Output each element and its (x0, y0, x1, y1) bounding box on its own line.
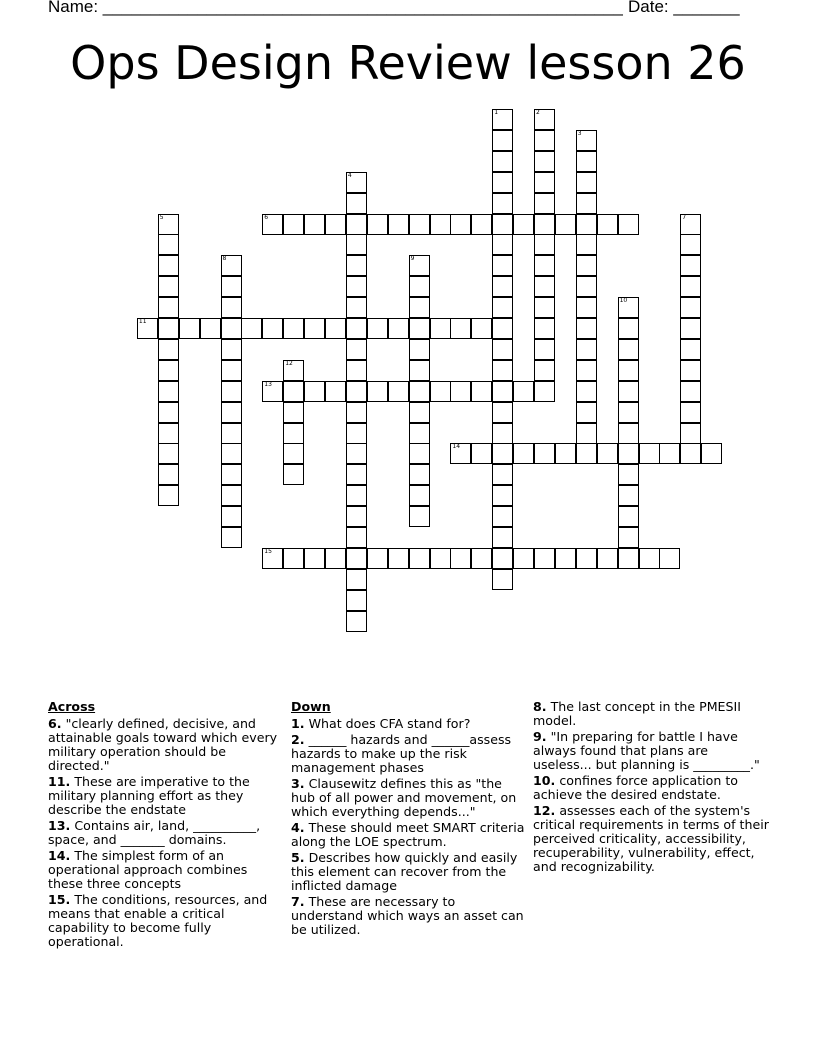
grid-cell[interactable] (492, 506, 513, 527)
grid-cell[interactable] (430, 381, 451, 402)
clue-across-13 (48, 819, 284, 847)
grid-cell[interactable] (492, 569, 513, 590)
grid-cell[interactable] (409, 255, 430, 276)
grid-cell[interactable] (576, 381, 597, 402)
grid-cell[interactable] (346, 506, 367, 527)
clue-number: 11. (48, 774, 71, 789)
grid-cell[interactable] (346, 464, 367, 485)
cell-number: 2 (536, 109, 540, 116)
clue-down-7 (291, 895, 527, 937)
clue-number: 13. (48, 818, 71, 833)
grid-cell[interactable] (262, 548, 283, 569)
grid-cell[interactable] (221, 381, 242, 402)
grid-cell[interactable] (618, 360, 639, 381)
grid-cell[interactable] (346, 318, 367, 339)
grid-cell[interactable] (680, 214, 701, 235)
grid-cell[interactable] (576, 130, 597, 151)
grid-cell[interactable] (158, 402, 179, 423)
grid-cell[interactable] (576, 423, 597, 444)
grid-cell[interactable] (346, 172, 367, 193)
grid-cell[interactable] (430, 548, 451, 569)
grid-cell[interactable] (325, 318, 346, 339)
grid-cell[interactable] (492, 214, 513, 235)
grid-cell[interactable] (325, 381, 346, 402)
grid-cell[interactable] (534, 193, 555, 214)
cell-number: 11 (138, 318, 147, 325)
clue-down-4 (291, 821, 527, 849)
down-heading: Down (291, 699, 331, 714)
grid-cell[interactable] (534, 255, 555, 276)
grid-cell[interactable] (680, 360, 701, 381)
grid-cell[interactable] (576, 214, 597, 235)
grid-cell[interactable] (221, 485, 242, 506)
clue-text: "clearly defined, decisive, and attainable goals toward which every military operation should be directed." (48, 716, 278, 773)
grid-cell[interactable] (409, 464, 430, 485)
grid-cell[interactable] (409, 339, 430, 360)
grid-cell[interactable] (639, 443, 660, 464)
grid-cell[interactable] (618, 443, 639, 464)
grid-cell[interactable] (325, 548, 346, 569)
grid-cell[interactable] (618, 423, 639, 444)
grid-cell[interactable] (221, 276, 242, 297)
grid-cell[interactable] (283, 381, 304, 402)
grid-cell[interactable] (680, 443, 701, 464)
grid-cell[interactable] (283, 548, 304, 569)
grid-cell[interactable] (346, 255, 367, 276)
grid-cell[interactable] (158, 464, 179, 485)
name-field[interactable]: Name: _______________________________________________________ (48, 0, 623, 16)
cell-number: 8 (222, 255, 227, 263)
grid-cell[interactable] (680, 255, 701, 276)
grid-cell[interactable] (576, 255, 597, 276)
grid-cell[interactable] (221, 255, 242, 276)
grid-cell[interactable] (576, 402, 597, 423)
grid-cell[interactable] (430, 318, 451, 339)
grid-cell[interactable] (680, 423, 701, 444)
clue-across-15 (48, 893, 284, 949)
grid-cell[interactable] (534, 151, 555, 172)
grid-cell[interactable] (597, 443, 618, 464)
grid-cell[interactable] (283, 423, 304, 444)
grid-cell[interactable] (534, 172, 555, 193)
grid-cell[interactable] (534, 297, 555, 318)
grid-cell[interactable] (346, 381, 367, 402)
clue-text: "In preparing for battle I have always found that plans are useless... but planning is _________." (533, 729, 760, 772)
grid-cell[interactable] (409, 423, 430, 444)
grid-cell[interactable] (576, 360, 597, 381)
grid-cell[interactable] (158, 381, 179, 402)
clue-text: Describes how quickly and easily this element can recover from the inflicted damage (291, 850, 518, 893)
grid-cell[interactable] (367, 381, 388, 402)
cell-number: 4 (347, 171, 352, 179)
grid-cell[interactable] (492, 548, 513, 569)
clue-number: 8. (533, 699, 547, 714)
down-clues (291, 700, 527, 939)
grid-cell[interactable] (576, 339, 597, 360)
grid-cell[interactable] (680, 339, 701, 360)
grid-cell[interactable] (283, 402, 304, 423)
grid-cell[interactable] (409, 360, 430, 381)
grid-cell[interactable] (221, 402, 242, 423)
clue-number: 5. (291, 850, 305, 865)
grid-cell[interactable] (618, 339, 639, 360)
grid-cell[interactable] (304, 381, 325, 402)
grid-cell[interactable] (492, 234, 513, 255)
grid-cell[interactable] (388, 381, 409, 402)
grid-cell[interactable] (283, 464, 304, 485)
clue-number: 7. (291, 894, 305, 909)
grid-cell[interactable] (409, 318, 430, 339)
cell-number: 7 (682, 213, 687, 221)
grid-cell[interactable] (158, 276, 179, 297)
grid-cell[interactable] (158, 214, 179, 235)
grid-cell[interactable] (659, 443, 680, 464)
grid-cell[interactable] (534, 339, 555, 360)
clue-text: These are imperative to the military planning effort as they describe the endstate (48, 774, 250, 817)
grid-cell[interactable] (158, 297, 179, 318)
clue-text: Clausewitz defines this as "the hub of all power and movement, on which everything depends..." (291, 776, 517, 819)
grid-cell[interactable] (346, 234, 367, 255)
cell-number: 14 (452, 443, 461, 451)
grid-cell[interactable] (409, 381, 430, 402)
grid-cell[interactable] (576, 234, 597, 255)
cell-number: 15 (264, 547, 272, 555)
grid-cell[interactable] (597, 214, 618, 235)
clue-text: Contains air, land, __________, space, and _______ domains. (48, 818, 261, 847)
grid-cell[interactable] (576, 548, 597, 569)
grid-cell[interactable] (534, 360, 555, 381)
grid-cell[interactable] (576, 276, 597, 297)
down-clues-continued (533, 700, 769, 876)
grid-cell[interactable] (346, 485, 367, 506)
grid-cell[interactable] (304, 548, 325, 569)
grid-cell[interactable] (241, 318, 262, 339)
grid-cell[interactable] (262, 214, 283, 235)
grid-cell[interactable] (618, 527, 639, 548)
clue-number: 2. (291, 732, 305, 747)
grid-cell[interactable] (534, 234, 555, 255)
grid-cell[interactable] (346, 423, 367, 444)
grid-cell[interactable] (158, 423, 179, 444)
clue-across-14 (48, 849, 284, 891)
grid-cell[interactable] (555, 443, 576, 464)
grid-cell[interactable] (158, 318, 179, 339)
grid-cell[interactable] (200, 318, 221, 339)
grid-cell[interactable] (597, 548, 618, 569)
cell-number: 1 (494, 109, 499, 116)
grid-cell[interactable] (492, 381, 513, 402)
grid-cell[interactable] (618, 214, 639, 235)
grid-cell[interactable] (534, 276, 555, 297)
grid-cell[interactable] (680, 276, 701, 297)
grid-cell[interactable] (367, 318, 388, 339)
grid-cell[interactable] (618, 381, 639, 402)
grid-cell[interactable] (492, 402, 513, 423)
grid-cell[interactable] (409, 506, 430, 527)
grid-cell[interactable] (492, 318, 513, 339)
grid-cell[interactable] (534, 109, 555, 130)
clue-number: 12. (533, 803, 556, 818)
grid-cell[interactable] (492, 130, 513, 151)
clue-across-11 (48, 775, 284, 817)
grid-cell[interactable] (346, 443, 367, 464)
grid-cell[interactable] (346, 360, 367, 381)
grid-cell[interactable] (409, 276, 430, 297)
grid-cell[interactable] (492, 464, 513, 485)
cell-number: 3 (577, 129, 582, 137)
grid-cell[interactable] (513, 443, 534, 464)
grid-cell[interactable] (283, 318, 304, 339)
grid-cell[interactable] (262, 381, 283, 402)
grid-cell[interactable] (576, 443, 597, 464)
grid-cell[interactable] (221, 339, 242, 360)
grid-cell[interactable] (346, 297, 367, 318)
clue-number: 15. (48, 892, 71, 907)
grid-cell[interactable] (346, 402, 367, 423)
grid-cell[interactable] (492, 151, 513, 172)
grid-cell[interactable] (450, 548, 471, 569)
grid-cell[interactable] (221, 423, 242, 444)
grid-cell[interactable] (450, 214, 471, 235)
grid-cell[interactable] (430, 214, 451, 235)
grid-cell[interactable] (534, 318, 555, 339)
grid-cell[interactable] (304, 318, 325, 339)
grid-cell[interactable] (137, 318, 158, 339)
grid-cell[interactable] (492, 172, 513, 193)
grid-cell[interactable] (492, 485, 513, 506)
grid-cell[interactable] (409, 548, 430, 569)
grid-cell[interactable] (576, 151, 597, 172)
grid-cell[interactable] (555, 548, 576, 569)
clue-number: 14. (48, 848, 71, 863)
grid-cell[interactable] (471, 381, 492, 402)
grid-cell[interactable] (221, 443, 242, 464)
grid-cell[interactable] (680, 318, 701, 339)
grid-cell[interactable] (492, 527, 513, 548)
clue-down-8 (533, 700, 769, 728)
grid-cell[interactable] (513, 214, 534, 235)
grid-cell[interactable] (492, 109, 513, 130)
grid-cell[interactable] (346, 339, 367, 360)
grid-cell[interactable] (409, 214, 430, 235)
grid-cell[interactable] (221, 464, 242, 485)
grid-cell[interactable] (471, 443, 492, 464)
grid-cell[interactable] (262, 318, 283, 339)
grid-cell[interactable] (576, 172, 597, 193)
grid-cell[interactable] (346, 548, 367, 569)
grid-cell[interactable] (492, 443, 513, 464)
clue-text: The conditions, resources, and means that enable a critical capability to become fully operational. (48, 892, 268, 949)
cell-number: 12 (285, 359, 293, 367)
grid-cell[interactable] (639, 548, 660, 569)
clue-down-10 (533, 774, 769, 802)
clue-text: These are necessary to understand which ways an asset can be utilized. (291, 894, 524, 937)
grid-cell[interactable] (158, 360, 179, 381)
grid-cell[interactable] (450, 381, 471, 402)
grid-cell[interactable] (388, 318, 409, 339)
grid-cell[interactable] (492, 276, 513, 297)
clue-number: 10. (533, 773, 556, 788)
clue-down-9 (533, 730, 769, 772)
grid-cell[interactable] (534, 381, 555, 402)
grid-cell[interactable] (283, 360, 304, 381)
clue-number: 3. (291, 776, 305, 791)
grid-cell[interactable] (534, 548, 555, 569)
date-field[interactable]: Date: _______ (628, 0, 740, 16)
clue-down-2 (291, 733, 527, 775)
clue-text: The simplest form of an operational approach combines these three concepts (48, 848, 248, 891)
clue-text: What does CFA stand for? (308, 716, 471, 731)
clue-number: 4. (291, 820, 305, 835)
clue-down-12 (533, 804, 769, 874)
grid-cell[interactable] (618, 506, 639, 527)
grid-cell[interactable] (179, 318, 200, 339)
grid-cell[interactable] (680, 402, 701, 423)
grid-cell[interactable] (618, 297, 639, 318)
grid-cell[interactable] (283, 214, 304, 235)
cell-number: 9 (410, 255, 415, 263)
clue-number: 9. (533, 729, 547, 744)
grid-cell[interactable] (346, 276, 367, 297)
grid-cell[interactable] (618, 548, 639, 569)
clue-text: These should meet SMART criteria along the LOE spectrum. (291, 820, 525, 849)
grid-cell[interactable] (346, 527, 367, 548)
grid-cell[interactable] (680, 234, 701, 255)
grid-cell[interactable] (158, 255, 179, 276)
cell-number: 6 (264, 213, 269, 221)
grid-cell[interactable] (221, 527, 242, 548)
grid-cell[interactable] (492, 255, 513, 276)
clue-text: The last concept in the PMESII model. (533, 699, 741, 728)
grid-cell[interactable] (388, 214, 409, 235)
grid-cell[interactable] (221, 318, 242, 339)
across-clues (48, 700, 284, 951)
grid-cell[interactable] (221, 360, 242, 381)
across-heading: Across (48, 699, 96, 714)
grid-cell[interactable] (576, 193, 597, 214)
grid-cell[interactable] (346, 214, 367, 235)
grid-cell[interactable] (492, 423, 513, 444)
cell-number: 13 (264, 380, 272, 388)
grid-cell[interactable] (471, 548, 492, 569)
clue-down-3 (291, 777, 527, 819)
grid-cell[interactable] (409, 485, 430, 506)
clue-down-1 (291, 717, 527, 731)
grid-cell[interactable] (367, 548, 388, 569)
grid-cell[interactable] (513, 381, 534, 402)
grid-cell[interactable] (471, 318, 492, 339)
name-date-header (48, 0, 748, 17)
grid-cell[interactable] (513, 548, 534, 569)
grid-cell[interactable] (492, 360, 513, 381)
grid-cell[interactable] (534, 214, 555, 235)
page-title: Ops Design Review lesson 26 (70, 36, 746, 90)
grid-cell[interactable] (388, 548, 409, 569)
grid-cell[interactable] (534, 130, 555, 151)
grid-cell[interactable] (304, 214, 325, 235)
grid-cell[interactable] (534, 443, 555, 464)
grid-cell[interactable] (471, 214, 492, 235)
grid-cell[interactable] (346, 569, 367, 590)
grid-cell[interactable] (221, 297, 242, 318)
clue-across-6 (48, 717, 284, 773)
grid-cell[interactable] (618, 464, 639, 485)
clue-text: confines force application to achieve the desired endstate. (533, 773, 738, 802)
grid-cell[interactable] (680, 297, 701, 318)
clue-text: ______ hazards and ______assess hazards to make up the risk management phases (291, 732, 512, 775)
grid-cell[interactable] (576, 297, 597, 318)
grid-cell[interactable] (680, 381, 701, 402)
clue-number: 6. (48, 716, 62, 731)
grid-cell[interactable] (701, 443, 722, 464)
clue-number: 1. (291, 716, 305, 731)
grid-cell[interactable] (158, 443, 179, 464)
grid-cell[interactable] (492, 297, 513, 318)
grid-cell[interactable] (450, 318, 471, 339)
grid-cell[interactable] (221, 506, 242, 527)
grid-cell[interactable] (409, 443, 430, 464)
grid-cell[interactable] (346, 611, 367, 632)
grid-cell[interactable] (409, 297, 430, 318)
grid-cell[interactable] (158, 485, 179, 506)
grid-cell[interactable] (618, 402, 639, 423)
grid-cell[interactable] (325, 214, 346, 235)
grid-cell[interactable] (492, 193, 513, 214)
grid-cell[interactable] (346, 193, 367, 214)
grid-cell[interactable] (283, 443, 304, 464)
grid-cell[interactable] (618, 318, 639, 339)
grid-cell[interactable] (618, 485, 639, 506)
grid-cell[interactable] (367, 214, 388, 235)
grid-cell[interactable] (492, 339, 513, 360)
grid-cell[interactable] (450, 443, 471, 464)
grid-cell[interactable] (409, 402, 430, 423)
grid-cell[interactable] (555, 214, 576, 235)
grid-cell[interactable] (576, 318, 597, 339)
cell-number: 10 (619, 297, 628, 305)
grid-cell[interactable] (659, 548, 680, 569)
grid-cell[interactable] (158, 339, 179, 360)
cell-number: 5 (159, 213, 164, 221)
clue-down-5 (291, 851, 527, 893)
clue-text: assesses each of the system's critical requirements in terms of their perceived criticality, accessibility, recuperability, vulnerability, effect, and recognizability. (533, 803, 769, 874)
grid-cell[interactable] (346, 590, 367, 611)
grid-cell[interactable] (158, 234, 179, 255)
